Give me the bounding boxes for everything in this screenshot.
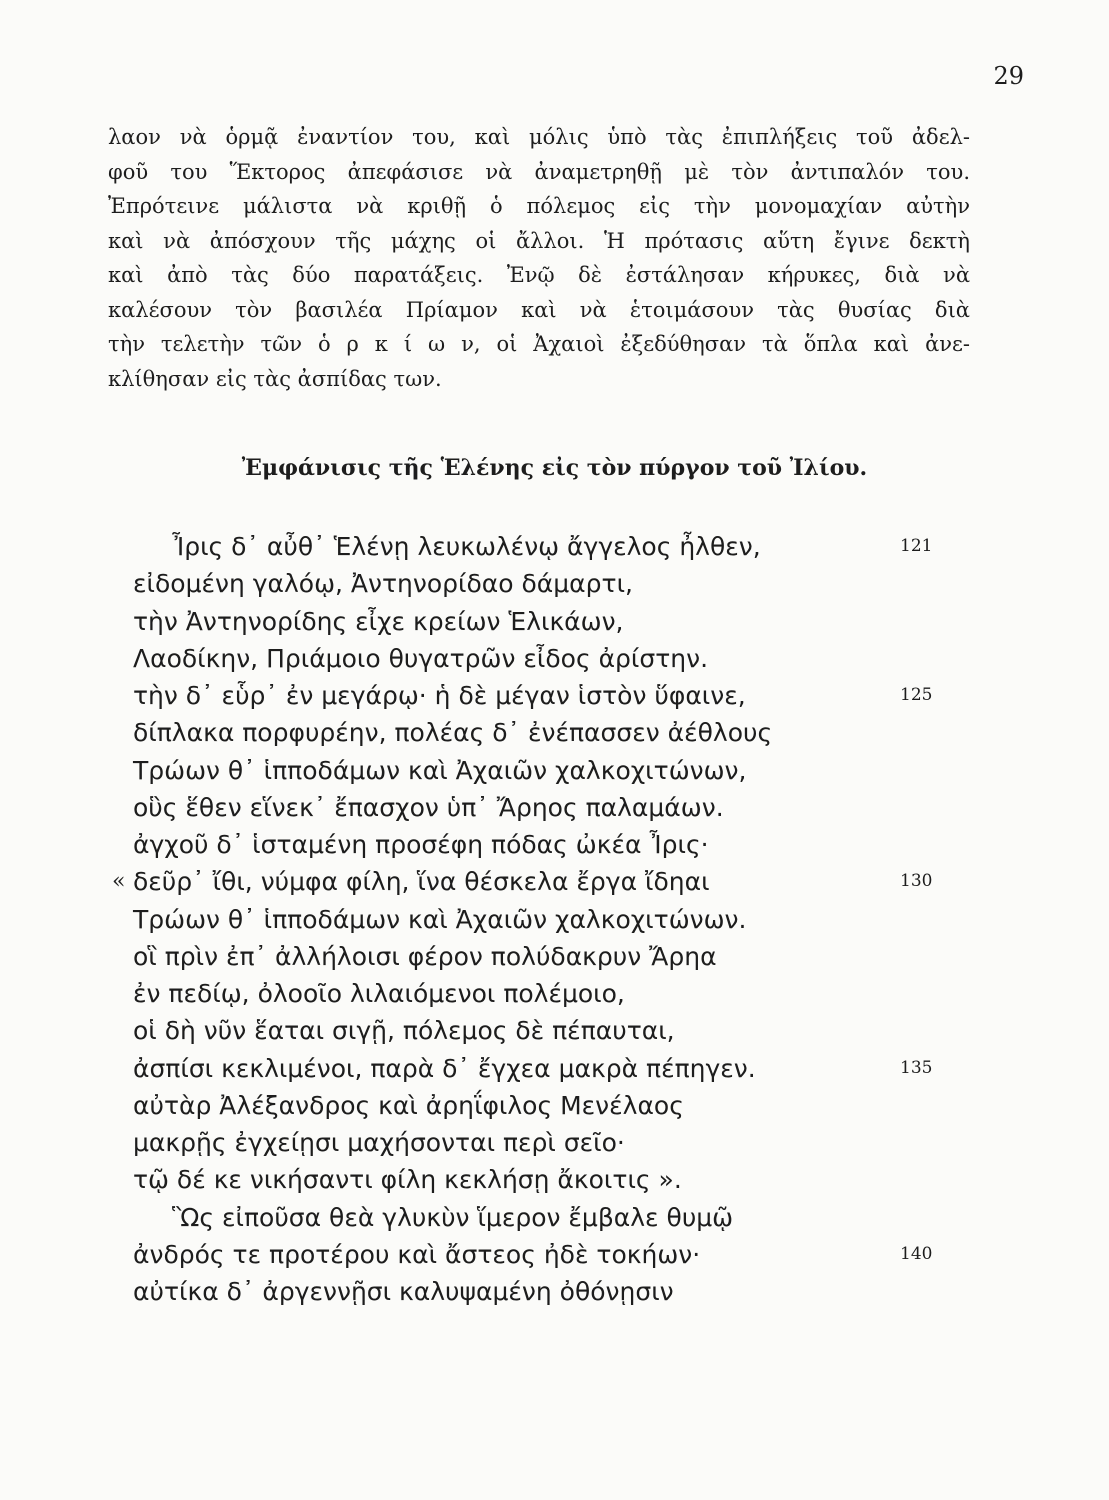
prose-line: Ἐπρότεινε μάλιστα νὰ κριθῇ ὁ πόλεμος εἰς τὴν μονομαχίαν αὐτὴν bbox=[108, 194, 970, 218]
verse-line bbox=[0, 863, 1109, 900]
verse-line bbox=[0, 1199, 1109, 1236]
verse-line bbox=[0, 640, 1109, 677]
verse-line bbox=[0, 714, 1109, 751]
verse-line bbox=[0, 677, 1109, 714]
verse-line bbox=[0, 1124, 1109, 1161]
verse-text: αὐτὰρ Ἀλέξανδρος καὶ ἀρηΐφιλος Μενέλαος bbox=[133, 1090, 684, 1120]
verse-text: Ἶρις δ᾽ αὖθ᾽ Ἑλένῃ λευκωλένῳ ἄγγελος ἦλθεν, bbox=[172, 532, 761, 561]
verse-line-number: 140 bbox=[900, 1243, 933, 1264]
verse-line bbox=[0, 826, 1109, 863]
verse-line bbox=[0, 1161, 1109, 1198]
verse-line bbox=[0, 1087, 1109, 1124]
verse-text: μακρῇς ἐγχείῃσι μαχήσονται περὶ σεῖο· bbox=[133, 1128, 625, 1157]
verse-text: οὓς ἕθεν εἵνεκ᾽ ἔπασχον ὑπ᾽ Ἄρηος παλαμάων. bbox=[133, 792, 724, 822]
verse-line bbox=[0, 901, 1109, 938]
verse-line bbox=[0, 975, 1109, 1012]
verse-line-number: 130 bbox=[900, 871, 933, 892]
verse-text: Τρώων θ᾽ ἱπποδάμων καὶ Ἀχαιῶν χαλκοχιτώνων. bbox=[133, 904, 747, 934]
verse-text: ἀνδρός τε προτέρου καὶ ἄστεος ἠδὲ τοκήων· bbox=[133, 1239, 701, 1269]
prose-line: καλέσουν τὸν βασιλέα Πρίαμον καὶ νὰ ἑτοιμάσουν τὰς θυσίας διὰ bbox=[108, 297, 970, 322]
section-heading: Ἐμφάνισις τῆς Ἑλένης εἰς τὸν πύργον τοῦ Ἰλίου. bbox=[241, 455, 868, 481]
prose-line: κλίθησαν εἰς τὰς ἀσπίδας των. bbox=[108, 366, 442, 391]
verse-text: δίπλακα πορφυρέην, πολέας δ᾽ ἐνέπασσεν ἀέθλους bbox=[133, 718, 773, 748]
verse-line bbox=[0, 603, 1109, 640]
verse-line-number: 135 bbox=[900, 1057, 933, 1078]
verse-text: ἐν πεδίῳ, ὀλοοῖο λιλαιόμενοι πολέμοιο, bbox=[133, 979, 625, 1008]
verse-line bbox=[0, 528, 1109, 565]
verse-text: Λαοδίκην, Πριάμοιο θυγατρῶν εἶδος ἀρίστην. bbox=[133, 643, 709, 673]
verse-line bbox=[0, 565, 1109, 602]
verse-text: αὐτίκα δ᾽ ἀργεννῇσι καλυψαμένη ὀθόνῃσιν bbox=[133, 1277, 674, 1306]
verse-line bbox=[0, 1050, 1109, 1087]
verse-text: τὴν δ᾽ εὗρ᾽ ἐν μεγάρῳ· ἡ δὲ μέγαν ἱστὸν ὕφαινε, bbox=[133, 681, 746, 710]
verse-line-number: 121 bbox=[900, 536, 933, 556]
verse-text: τῷ δέ κε νικήσαντι φίλη κεκλήσῃ ἄκοιτις ». bbox=[133, 1165, 682, 1195]
verse-text: δεῦρ᾽ ἴθι, νύμφα φίλη, ἵνα θέσκελα ἔργα ἴδηαι bbox=[133, 867, 710, 897]
verse-block bbox=[0, 528, 1109, 1310]
verse-line bbox=[0, 1012, 1109, 1049]
verse-line bbox=[0, 1273, 1109, 1310]
verse-line bbox=[0, 789, 1109, 826]
prose-line: καὶ νὰ ἀπόσχουν τῆς μάχης οἱ ἄλλοι. Ἡ πρότασις αὕτη ἔγινε δεκτὴ bbox=[108, 228, 970, 253]
prose-line: λαον νὰ ὁρμᾷ ἐναντίον του, καὶ μόλις ὑπὸ τὰς ἐπιπλήξεις τοῦ ἀδελ- bbox=[108, 125, 970, 149]
verse-line-number: 125 bbox=[900, 685, 933, 705]
verse-line bbox=[0, 1236, 1109, 1273]
prose-line: τὴν τελετὴν τῶν ὁ ρ κ ί ω ν, οἱ Ἀχαιοὶ ἐξεδύθησαν τὰ ὅπλα καὶ ἀνε- bbox=[108, 332, 970, 356]
verse-text: εἰδομένη γαλόῳ, Ἀντηνορίδαο δάμαρτι, bbox=[133, 569, 633, 599]
verse-line bbox=[0, 752, 1109, 789]
prose-line: φοῦ του Ἕκτορος ἀπεφάσισε νὰ ἀναμετρηθῇ μὲ τὸν ἀντιπαλόν του. bbox=[108, 159, 970, 184]
prose-line: καὶ ἀπὸ τὰς δύο παρατάξεις. Ἐνῷ δὲ ἐστάλησαν κήρυκες, διὰ νὰ bbox=[108, 263, 970, 287]
verse-text: οἱ δὴ νῦν ἕαται σιγῇ, πόλεμος δὲ πέπαυται, bbox=[133, 1016, 675, 1046]
verse-text: Ὣς εἰποῦσα θεὰ γλυκὺν ἵμερον ἔμβαλε θυμῷ bbox=[172, 1202, 734, 1232]
prose-paragraph bbox=[108, 120, 970, 396]
verse-text: Τρώων θ᾽ ἱπποδάμων καὶ Ἀχαιῶν χαλκοχιτώνων, bbox=[133, 755, 747, 785]
verse-open-quote: « bbox=[112, 869, 126, 895]
verse-text: ἀγχοῦ δ᾽ ἱσταμένη προσέφη πόδας ὠκέα Ἶρις· bbox=[133, 830, 709, 859]
page-number: 29 bbox=[993, 62, 1024, 90]
verse-text: οἳ πρὶν ἐπ᾽ ἀλλήλοισι φέρον πολύδακρυν Ἄρηα bbox=[133, 941, 717, 971]
verse-text: τὴν Ἀντηνορίδης εἶχε κρείων Ἑλικάων, bbox=[133, 606, 624, 636]
verse-text: ἀσπίσι κεκλιμένοι, παρὰ δ᾽ ἔγχεα μακρὰ πέπηγεν. bbox=[133, 1053, 756, 1083]
verse-line bbox=[0, 938, 1109, 975]
